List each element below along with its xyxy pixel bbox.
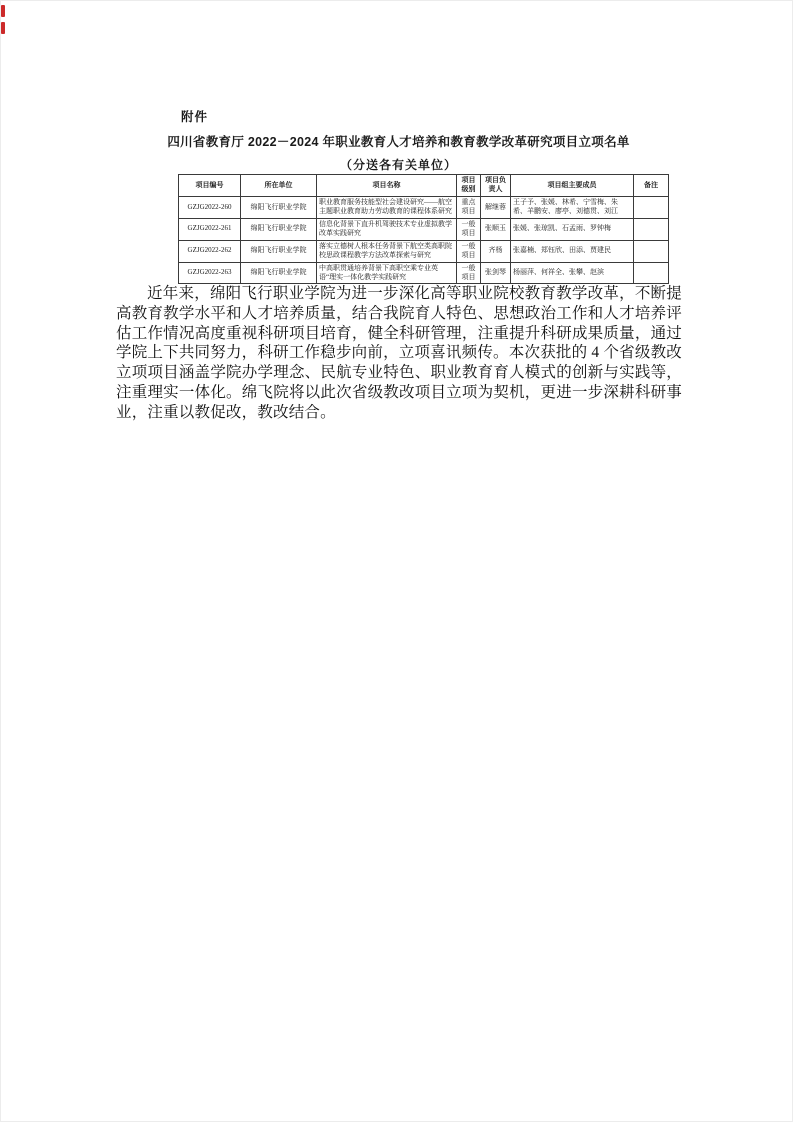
cell-leader: 张顺玉 (481, 218, 511, 240)
cell-unit: 绵阳飞行职业学院 (241, 240, 317, 262)
cell-leader: 齐杨 (481, 240, 511, 262)
cell-project-id: GZJG2022-262 (179, 240, 241, 262)
cell-level: 一般项目 (457, 240, 481, 262)
body-paragraph: 近年来，绵阳飞行职业学院为进一步深化高等职业院校教育教学改革，不断提高教育教学水平和人才培养质量，结合我院育人特色、思想政治工作和人才培养评估工作情况高度重视科研项目培育，健全科研管理，注重提升科研成果质量，通过学院上下共同努力，科研工作稳步向前，立项喜讯频传。本次获批的 4 个省级教改立项项目涵盖学院办学理念、民航专业特色、职业教育育人模式的创新与实践等，注重理实一体化。绵飞院将以此次省级教改项目立项为契机，更进一步深耕科研事业，注重以教促改，教改结合。 (116, 285, 682, 421)
header-note: 备注 (634, 175, 669, 197)
cell-unit: 绵阳飞行职业学院 (241, 196, 317, 218)
cell-members: 张媛、张琼凯、石孟雨、罗钟梅 (511, 218, 634, 240)
cell-note (634, 262, 669, 284)
cell-members: 张嘉楠、郑钰欣、田添、贾建民 (511, 240, 634, 262)
cell-leader: 解继蓉 (481, 196, 511, 218)
cell-unit: 绵阳飞行职业学院 (241, 262, 317, 284)
header-unit: 所在单位 (241, 175, 317, 197)
header-leader: 项目负责人 (481, 175, 511, 197)
cell-members: 王子予、张媛、林希、宁雪梅、朱希、羊鹏安、廖亭、刘德贯、刘江 (511, 196, 634, 218)
table-row (179, 218, 669, 240)
cell-project-id: GZJG2022-260 (179, 196, 241, 218)
cell-leader: 张剑琴 (481, 262, 511, 284)
cell-note (634, 196, 669, 218)
header-members: 项目组主要成员 (511, 175, 634, 197)
cell-project-name: 职业教育服务技能型社会建设研究——航空主题职业教育助力劳动教育的课程体系研究 (317, 196, 457, 218)
red-edge-mark (1, 22, 5, 34)
cell-project-id: GZJG2022-261 (179, 218, 241, 240)
projects-table (178, 174, 669, 284)
cell-level: 一般项目 (457, 262, 481, 284)
table-row (179, 262, 669, 284)
table-row (179, 240, 669, 262)
cell-project-name: 落实立德树人根本任务背景下航空类高职院校思政课程教学方法改革探索与研究 (317, 240, 457, 262)
cell-members: 杨丽萍、何祥全、张攀、赵滨 (511, 262, 634, 284)
header-level: 项目级别 (457, 175, 481, 197)
cell-project-name: 中高职贯通培养背景下高职空乘专业英语“理实一体化教学实践研究 (317, 262, 457, 284)
table-row (179, 196, 669, 218)
cell-note (634, 240, 669, 262)
cell-unit: 绵阳飞行职业学院 (241, 218, 317, 240)
red-edge-mark (1, 5, 5, 17)
header-project-id: 项目编号 (179, 175, 241, 197)
attachment-label: 附件 (181, 110, 209, 124)
document-title: 四川省教育厅 2022－2024 年职业教育人才培养和教育教学改革研究项目立项名单 (167, 135, 630, 149)
cell-note (634, 218, 669, 240)
cell-level: 重点项目 (457, 196, 481, 218)
document-subtitle: （分送各有关单位） (339, 158, 457, 172)
cell-project-name: 信息化背景下直升机驾驶技术专业虚拟教学改革实践研究 (317, 218, 457, 240)
header-project-name: 项目名称 (317, 175, 457, 197)
table-header-row (179, 175, 669, 197)
cell-project-id: GZJG2022-263 (179, 262, 241, 284)
cell-level: 一般项目 (457, 218, 481, 240)
